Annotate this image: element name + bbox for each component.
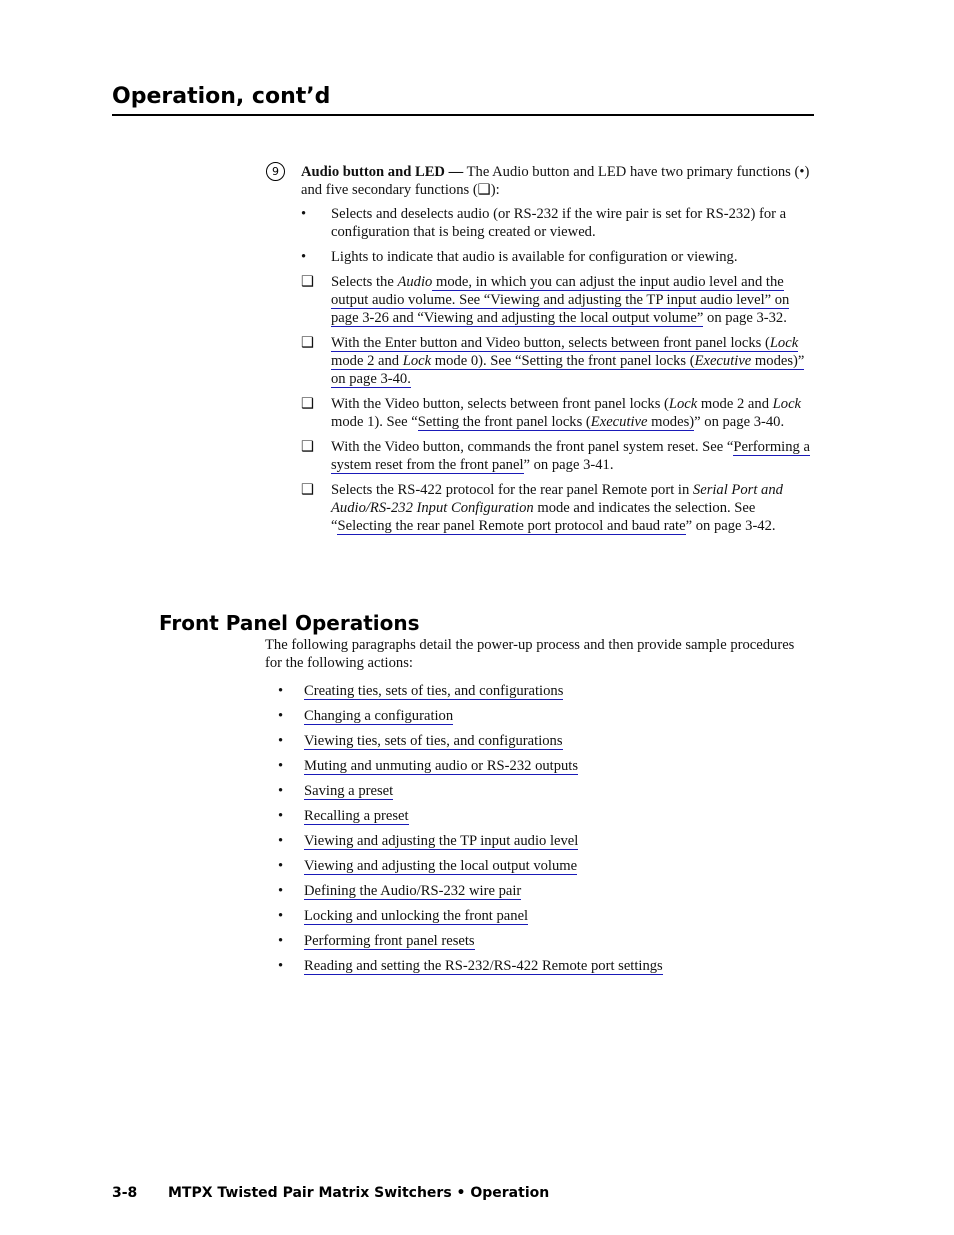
list-item: ❑ Selects the RS-422 protocol for the rear panel Remote port in Serial Port and Audio/RS-232 Input Configuration mode and indicates the selection. See “Selecting the rear panel Remote port protocol and baud rate” on page 3-42. bbox=[301, 482, 783, 534]
list-item: • Lights to indicate that audio is available for configuration or viewing. bbox=[301, 249, 738, 265]
bullet-mark: • bbox=[278, 958, 284, 974]
link-muting-audio[interactable]: Muting and unmuting audio or RS-232 outputs bbox=[304, 758, 579, 774]
footer-text: MTPX Twisted Pair Matrix Switchers • Operation bbox=[168, 1185, 550, 1201]
checkbox-mark: ❑ bbox=[301, 274, 315, 290]
bullet-mark: • bbox=[278, 683, 284, 699]
list-item bbox=[278, 732, 663, 757]
link-tp-input-audio[interactable]: Viewing and adjusting the TP input audio level bbox=[304, 833, 579, 849]
list-item bbox=[278, 907, 663, 932]
bullet-mark: • bbox=[278, 758, 284, 774]
bullet-mark: • bbox=[278, 808, 284, 824]
list-item: ❑ With the Video button, selects between front panel locks (Lock mode 2 and Lock mode 1). See “Setting the front panel locks (Executive modes)” on page 3-40. bbox=[301, 396, 802, 430]
link-local-output-volume[interactable]: Viewing and adjusting the local output volume bbox=[304, 858, 578, 874]
section-heading: Front Panel Operations bbox=[159, 611, 420, 635]
page-title: Operation, cont’d bbox=[112, 84, 331, 109]
item-audio-button-led bbox=[301, 163, 817, 542]
list-item bbox=[278, 957, 663, 982]
list-item bbox=[278, 882, 663, 907]
bullet-mark: • bbox=[278, 883, 284, 899]
section-intro: The following paragraphs detail the power-up process and then provide sample procedures for the following actions: bbox=[265, 637, 795, 671]
link-audio-mode-refs[interactable]: mode, in which you can adjust the input audio level and the output audio volume. See “Viewing and adjusting the TP input audio level” on page 3-26 and “Viewing and adjusting the local output volume” bbox=[331, 274, 790, 326]
link-setting-front-panel-locks[interactable]: Setting the front panel locks (Executive modes) bbox=[417, 414, 695, 430]
list-item: ❑ Selects the Audio mode, in which you can adjust the input audio level and the output audio volume. See “Viewing and adjusting the TP input audio level” on page 3-26 and “Viewing and adjusting the local output volume” on page 3-32. bbox=[301, 274, 790, 326]
list-item bbox=[278, 757, 663, 782]
function-list bbox=[301, 205, 817, 535]
bullet-mark: • bbox=[278, 708, 284, 724]
bullet-mark: • bbox=[278, 783, 284, 799]
page-number: 3-8 bbox=[112, 1185, 138, 1201]
link-system-reset[interactable]: Performing a system reset from the front panel bbox=[331, 439, 810, 473]
bullet-mark: • bbox=[301, 249, 307, 265]
bullet-mark: • bbox=[278, 833, 284, 849]
header-rule bbox=[112, 114, 814, 116]
page-footer bbox=[112, 1184, 549, 1202]
list-item bbox=[278, 707, 663, 732]
checkbox-mark: ❑ bbox=[301, 396, 315, 412]
list-item bbox=[278, 857, 663, 882]
checkbox-mark: ❑ bbox=[301, 335, 315, 351]
link-lock-mode-2-0[interactable]: With the Enter button and Video button, selects between front panel locks (Lock mode 2 and Lock mode 0). See “Setting the front panel locks (Executive modes)” on page 3-40. bbox=[331, 335, 805, 387]
checkbox-mark: ❑ bbox=[301, 439, 315, 455]
callout-number-9: 9 bbox=[266, 162, 285, 181]
link-wire-pair[interactable]: Defining the Audio/RS-232 wire pair bbox=[304, 883, 522, 899]
item-title: Audio button and LED — bbox=[301, 164, 464, 180]
list-item bbox=[301, 334, 817, 388]
link-recalling-preset[interactable]: Recalling a preset bbox=[304, 808, 409, 824]
bullet-mark: • bbox=[278, 933, 284, 949]
procedure-link-list bbox=[278, 682, 663, 982]
item-intro bbox=[301, 163, 817, 199]
link-front-panel-lock[interactable]: Locking and unlocking the front panel bbox=[304, 908, 529, 924]
bullet-mark: • bbox=[278, 908, 284, 924]
link-creating-ties[interactable]: Creating ties, sets of ties, and configurations bbox=[304, 683, 564, 699]
link-front-panel-resets[interactable]: Performing front panel resets bbox=[304, 933, 475, 949]
list-item bbox=[278, 832, 663, 857]
list-item: • Selects and deselects audio (or RS-232 if the wire pair is set for RS-232) for a configuration that is being created or viewed. bbox=[301, 206, 787, 240]
bullet-mark: • bbox=[301, 206, 307, 222]
link-viewing-ties[interactable]: Viewing ties, sets of ties, and configurations bbox=[304, 733, 563, 749]
item-intro-text: The Audio button and LED have two primary functions (•) and five secondary functions (❑): bbox=[301, 164, 810, 198]
list-item: ❑ With the Video button, commands the front panel system reset. See “Performing a system reset from the front panel” on page 3-41. bbox=[301, 439, 810, 473]
link-saving-preset[interactable]: Saving a preset bbox=[304, 783, 394, 799]
checkbox-mark: ❑ bbox=[301, 482, 315, 498]
link-changing-configuration[interactable]: Changing a configuration bbox=[304, 708, 454, 724]
link-remote-port-protocol[interactable]: Selecting the rear panel Remote port protocol and baud rate bbox=[337, 518, 686, 534]
list-item bbox=[278, 782, 663, 807]
link-remote-port-settings[interactable]: Reading and setting the RS-232/RS-422 Remote port settings bbox=[304, 958, 663, 974]
bullet-mark: • bbox=[278, 733, 284, 749]
bullet-mark: • bbox=[278, 858, 284, 874]
list-item bbox=[278, 807, 663, 832]
list-item bbox=[278, 682, 663, 707]
list-item bbox=[278, 932, 663, 957]
